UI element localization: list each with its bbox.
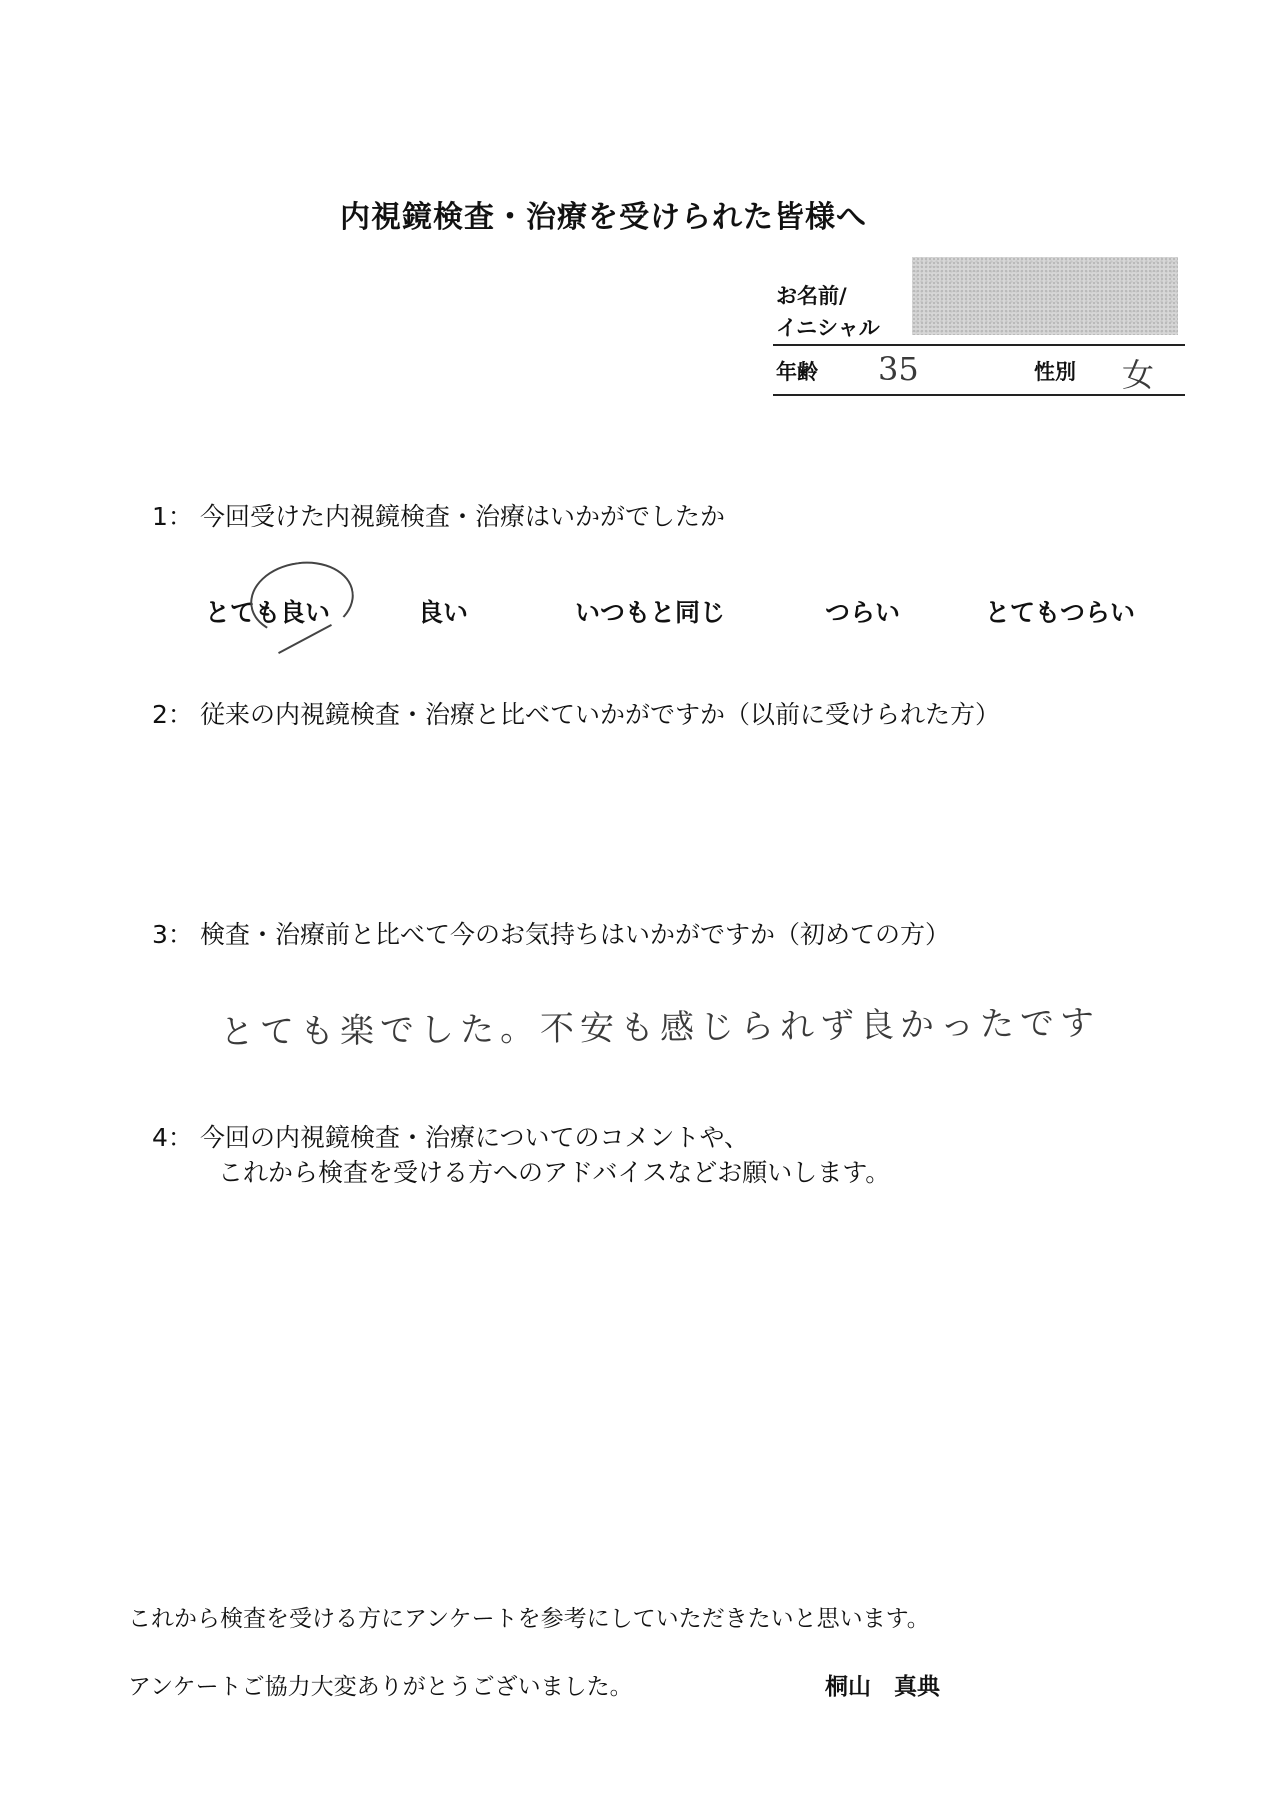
- option-good[interactable]: 良い: [418, 598, 469, 627]
- name-label: お名前/: [776, 284, 847, 308]
- page-title: 内視鏡検査・治療を受けられた皆様へ: [340, 200, 867, 235]
- question-3-number: 3：: [152, 920, 193, 949]
- age-label: 年齢: [776, 360, 818, 384]
- initial-label: イニシャル: [776, 316, 880, 340]
- option-same-as-usual[interactable]: いつもと同じ: [575, 598, 726, 627]
- footer-signature: 桐山 真典: [825, 1674, 940, 1700]
- age-sex-underline: [773, 394, 1185, 396]
- name-underline: [773, 344, 1185, 346]
- question-4-number: 4：: [152, 1123, 193, 1152]
- sex-label: 性別: [1034, 360, 1076, 384]
- footer-line-2: アンケートご協力大変ありがとうございました。: [128, 1674, 633, 1700]
- question-4-text-line2: これから検査を受ける方へのアドバイスなどお願いします。: [218, 1158, 891, 1187]
- footer-line-1: これから検査を受ける方にアンケートを参考にしていただきたいと思います。: [128, 1606, 930, 1632]
- question-1-number: 1：: [152, 502, 193, 531]
- question-2-number: 2：: [152, 700, 193, 729]
- question-3-text: 検査・治療前と比べて今のお気持ちはいかがですか（初めての方）: [200, 920, 951, 949]
- sex-value: 女: [1122, 356, 1155, 394]
- question-2-text: 従来の内視鏡検査・治療と比べていかがですか（以前に受けられた方）: [200, 700, 1001, 729]
- option-painful[interactable]: つらい: [825, 598, 901, 627]
- selection-circle-mark: [245, 555, 358, 643]
- age-value: 35: [878, 350, 919, 388]
- question-1-text: 今回受けた内視鏡検査・治療はいかがでしたか: [200, 502, 726, 531]
- question-4-text-line1: 今回の内視鏡検査・治療についてのコメントや、: [200, 1123, 750, 1152]
- question-3-handwritten-answer: とても楽でした。不安も感じられず良かったです: [219, 1003, 1101, 1053]
- option-very-painful[interactable]: とてもつらい: [985, 598, 1136, 627]
- option-very-good[interactable]: とても良い: [205, 598, 331, 627]
- redacted-name: [912, 257, 1178, 335]
